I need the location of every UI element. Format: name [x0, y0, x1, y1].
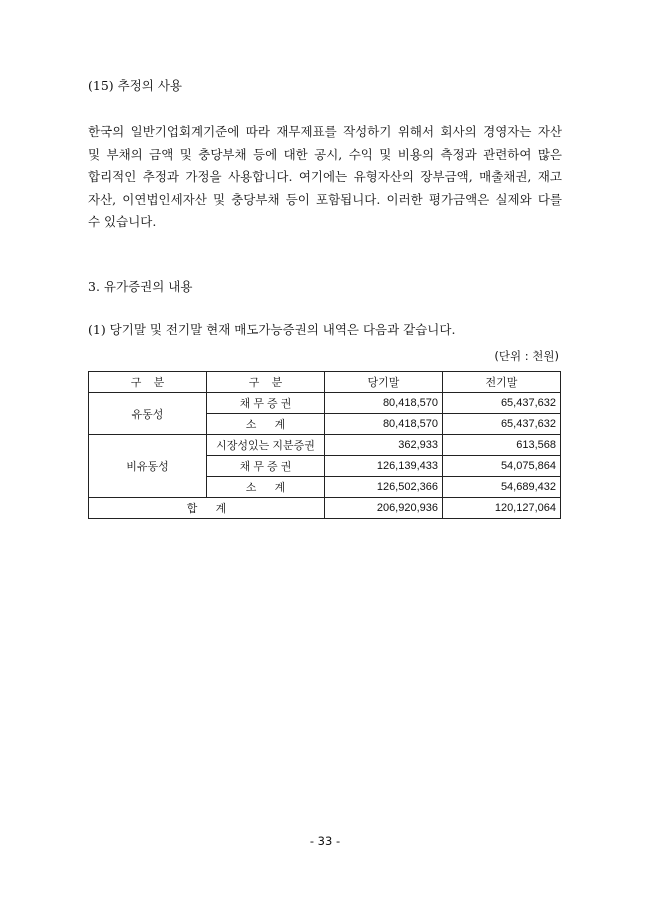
header-current-period: 당기말 [325, 372, 443, 393]
note-15-title: (15) 추정의 사용 [88, 78, 182, 93]
table-total-row [89, 498, 561, 519]
table-row [89, 435, 561, 456]
header-category: 구 분 [89, 372, 207, 393]
group-label-noncurrent: 비유동성 [89, 435, 207, 498]
unit-label: (단위 : 천원) [494, 349, 559, 363]
page-number: - 33 - [309, 834, 341, 848]
row-prior-value: 54,075,864 [443, 456, 561, 477]
paragraph-line: 자산, 이연법인세자산 및 충당부채 등이 포함됩니다. 이러한 평가금액은 실제와 다를 [88, 191, 562, 207]
row-current-value: 80,418,570 [325, 393, 443, 414]
securities-table [88, 371, 561, 519]
paragraph-line: 수 있습니다. [88, 214, 157, 229]
row-prior-value: 65,437,632 [443, 414, 561, 435]
table-header-row [89, 372, 561, 393]
row-current-value: 126,502,366 [325, 477, 443, 498]
row-item: 소 계 [207, 477, 325, 498]
row-current-value: 362,933 [325, 435, 443, 456]
table-row [89, 393, 561, 414]
section-3-title: 3. 유가증권의 내용 [88, 279, 193, 294]
row-item: 소 계 [207, 414, 325, 435]
row-item: 채 무 증 권 [207, 456, 325, 477]
row-prior-value: 54,689,432 [443, 477, 561, 498]
group-label-current: 유동성 [89, 393, 207, 435]
header-prior-period: 전기말 [443, 372, 561, 393]
row-prior-value: 613,568 [443, 435, 561, 456]
header-subcategory: 구 분 [207, 372, 325, 393]
paragraph-line: 한국의 일반기업회계기준에 따라 재무제표를 작성하기 위해서 회사의 경영자는 자산 [88, 124, 562, 139]
total-label: 합 계 [89, 498, 325, 519]
total-current-value: 206,920,936 [325, 498, 443, 519]
paragraph-line: 합리적인 추정과 가정을 사용합니다. 여기에는 유형자산의 장부금액, 매출채권, 재고 [88, 169, 562, 184]
paragraph-line: 및 부채의 금액 및 충당부채 등에 대한 공시, 수익 및 비용의 측정과 관련하여 많은 [88, 146, 562, 162]
row-current-value: 80,418,570 [325, 414, 443, 435]
note-15-paragraph [88, 121, 562, 234]
row-item: 시장성있는 지분증권 [207, 435, 325, 456]
subsection-1-title: (1) 당기말 및 전기말 현재 매도가능증권의 내역은 다음과 같습니다. [88, 322, 456, 337]
total-prior-value: 120,127,064 [443, 498, 561, 519]
row-current-value: 126,139,433 [325, 456, 443, 477]
row-prior-value: 65,437,632 [443, 393, 561, 414]
row-item: 채 무 증 권 [207, 393, 325, 414]
